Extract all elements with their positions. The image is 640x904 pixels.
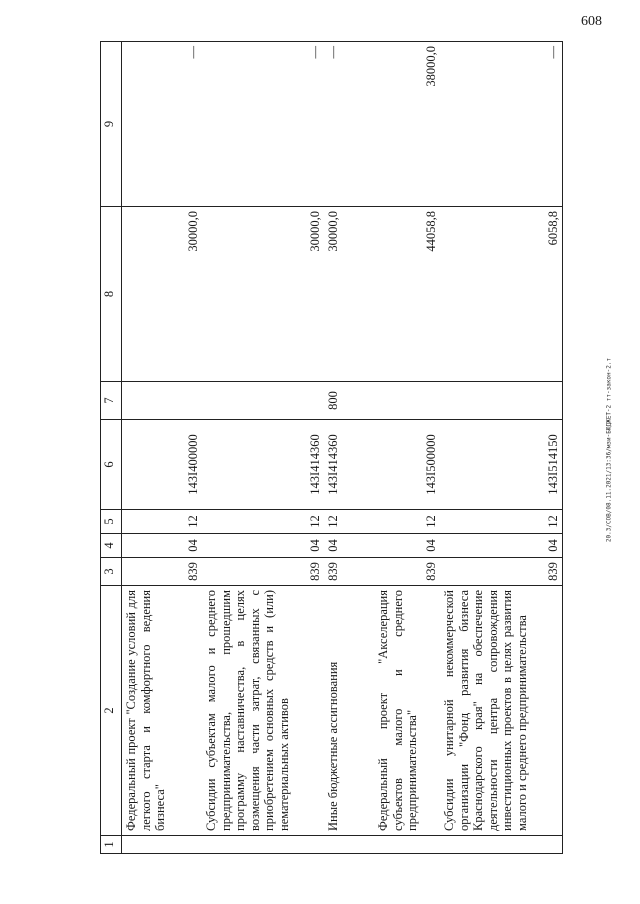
- cell-ministry-code: 839: [324, 558, 374, 586]
- cell-subsection: 12: [202, 510, 324, 534]
- cell-ministry-code: 839: [122, 558, 203, 586]
- table-row: [324, 42, 374, 854]
- cell-description: Федеральный проект "Создание условий для легкого старта и комфортного ведения бизнеса": [122, 586, 203, 836]
- cell-index: [324, 836, 374, 854]
- cell-amount-next: —: [202, 42, 324, 207]
- document-footer-note-text: 20.3/COB/08.11.2021/13:36/мзи-БЮДЖЕТ-2 тт-закон-2.т: [605, 357, 613, 543]
- cell-target-code: 143I500000: [374, 420, 440, 510]
- cell-amount-current: 30000,0: [202, 207, 324, 382]
- table-row: [202, 42, 324, 854]
- cell-expense-type: [440, 382, 563, 420]
- cell-amount-next: —: [122, 42, 203, 207]
- cell-section: 04: [440, 534, 563, 558]
- cell-description: Субсидии унитарной некоммерческой организации "Фонд развития бизнеса Краснодарского края" на обеспечение деятельности центра сопровождения инвестиционных проектов в целях развития малого и среднего предпринимательства: [440, 586, 563, 836]
- cell-subsection: 12: [440, 510, 563, 534]
- cell-description: Федеральный проект "Акселерация субъектов малого и среднего предпринимательства": [374, 586, 440, 836]
- cell-subsection: 12: [324, 510, 374, 534]
- column-number: 6: [101, 420, 122, 510]
- cell-section: 04: [374, 534, 440, 558]
- table-row: [374, 42, 440, 854]
- page-number: 608: [581, 14, 602, 29]
- column-number: 7: [101, 382, 122, 420]
- cell-index: [440, 836, 563, 854]
- cell-index: [202, 836, 324, 854]
- cell-section: 04: [202, 534, 324, 558]
- cell-expense-type: [374, 382, 440, 420]
- cell-section: 04: [122, 534, 203, 558]
- cell-amount-current: 30000,0: [122, 207, 203, 382]
- cell-target-code: 143I414360: [324, 420, 374, 510]
- cell-amount-next: —: [324, 42, 374, 207]
- column-number: 1: [101, 836, 122, 854]
- cell-ministry-code: 839: [440, 558, 563, 586]
- column-number: 5: [101, 510, 122, 534]
- column-number: 4: [101, 534, 122, 558]
- cell-description: Субсидии субъектам малого и среднего предпринимательства, прошедшим программу наставничества, в целях возмещения части затрат, связанных с приобретением основных средств и (или) нематериальных активов: [202, 586, 324, 836]
- cell-amount-current: 6058,8: [440, 207, 563, 382]
- cell-section: 04: [324, 534, 374, 558]
- column-number: 2: [101, 586, 122, 836]
- cell-description: Иные бюджетные ассигнования: [324, 586, 374, 836]
- cell-ministry-code: 839: [374, 558, 440, 586]
- cell-subsection: 12: [374, 510, 440, 534]
- table-row: [440, 42, 563, 854]
- cell-ministry-code: 839: [202, 558, 324, 586]
- cell-amount-current: 30000,0: [324, 207, 374, 382]
- cell-expense-type: 800: [324, 382, 374, 420]
- cell-target-code: 143I414360: [202, 420, 324, 510]
- column-number: 9: [101, 42, 122, 207]
- cell-subsection: 12: [122, 510, 203, 534]
- cell-target-code: 143I514150: [440, 420, 563, 510]
- cell-index: [374, 836, 440, 854]
- cell-expense-type: [122, 382, 203, 420]
- cell-target-code: 143I400000: [122, 420, 203, 510]
- cell-amount-current: 44058,8: [374, 207, 440, 382]
- column-number-row: [101, 42, 122, 854]
- column-number: 3: [101, 558, 122, 586]
- column-number: 8: [101, 207, 122, 382]
- cell-index: [122, 836, 203, 854]
- budget-table: [100, 41, 563, 854]
- rotated-table-area: [100, 42, 622, 854]
- cell-expense-type: [202, 382, 324, 420]
- table-row: [122, 42, 203, 854]
- cell-amount-next: —: [440, 42, 563, 207]
- cell-amount-next: 38000,0: [374, 42, 440, 207]
